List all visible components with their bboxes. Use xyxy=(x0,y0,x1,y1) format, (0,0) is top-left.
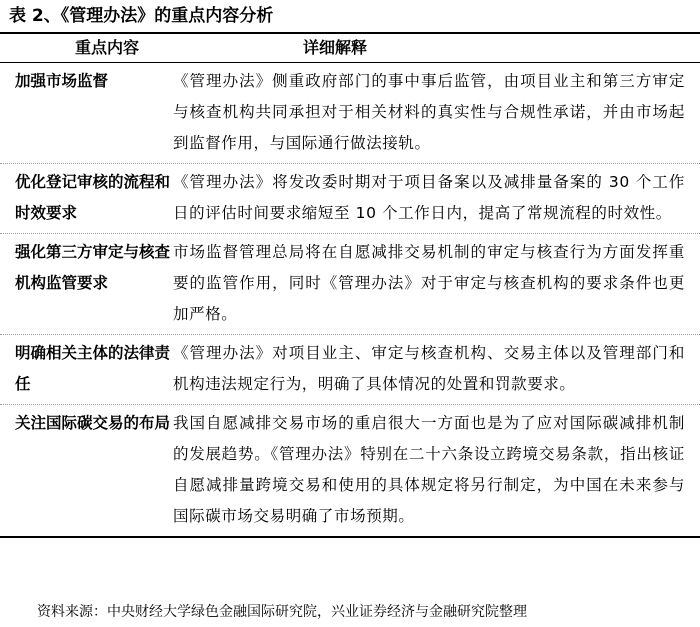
table-header-row xyxy=(0,34,700,63)
table-row xyxy=(0,234,700,335)
row-detail: 市场监督管理总局将在自愿减排交易机制的审定与核查行为方面发挥重要的监管作用，同时《管理办法》对于审定与核查机构的要求条件也更加严格。 xyxy=(173,243,685,323)
row-key: 强化第三方审定与核查机构监管要求 xyxy=(15,243,171,292)
row-detail: 我国自愿减排交易市场的重启很大一方面也是为了应对国际碳减排机制的发展趋势。《管理办法》特别在二十六条设立跨境交易条款，指出核证自愿减排量跨境交易和使用的具体规定将另行制定，为中国在未来参与国际碳市场交易明确了市场预期。 xyxy=(173,414,685,525)
row-key: 优化登记审核的流程和时效要求 xyxy=(15,173,171,222)
table-row xyxy=(0,63,700,164)
table-caption: 表 2、《管理办法》的重点内容分析 xyxy=(9,6,274,26)
header-key-points: 重点内容 xyxy=(75,38,140,57)
analysis-table xyxy=(0,32,700,538)
table-row xyxy=(0,164,700,234)
header-detailed-explanation: 详细解释 xyxy=(303,38,368,57)
table-row xyxy=(0,335,700,405)
source-note: 资料来源：中央财经大学绿色金融国际研究院，兴业证券经济与金融研究院整理 xyxy=(37,604,527,620)
row-key: 明确相关主体的法律责任 xyxy=(15,344,171,393)
table-row xyxy=(0,405,700,536)
row-key: 关注国际碳交易的布局 xyxy=(15,414,171,432)
row-detail: 《管理办法》对项目业主、审定与核查机构、交易主体以及管理部门和机构违法规定行为，明确了具体情况的处置和罚款要求。 xyxy=(173,344,685,393)
row-key: 加强市场监督 xyxy=(15,72,109,90)
row-detail: 《管理办法》侧重政府部门的事中事后监管，由项目业主和第三方审定与核查机构共同承担对于相关材料的真实性与合规性承诺，并由市场起到监督作用，与国际通行做法接轨。 xyxy=(173,72,685,152)
row-detail: 《管理办法》将发改委时期对于项目备案以及减排量备案的 30 个工作日的评估时间要求缩短至 10 个工作日内，提高了常规流程的时效性。 xyxy=(173,173,685,222)
